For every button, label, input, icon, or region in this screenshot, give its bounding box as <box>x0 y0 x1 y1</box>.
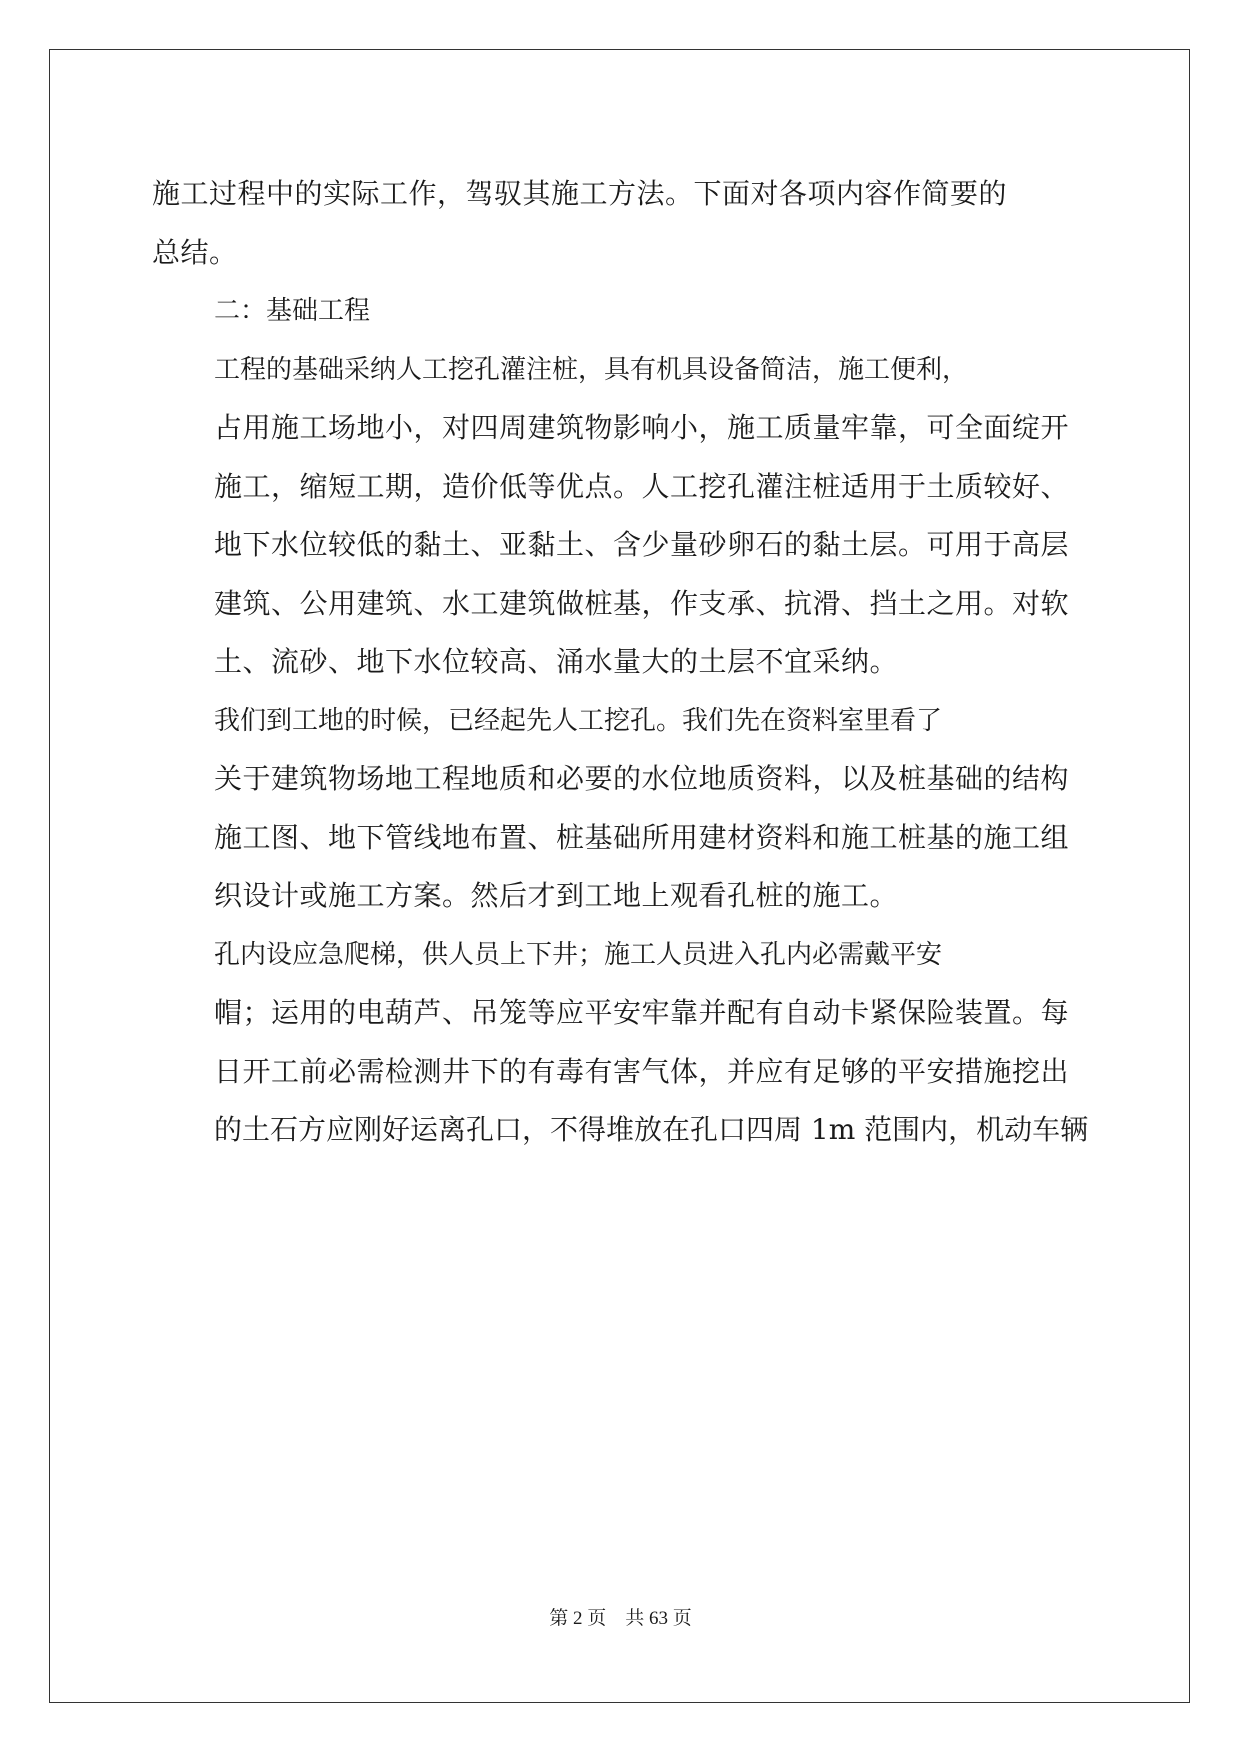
text-line: 我们到工地的时候，已经起先人工挖孔。我们先在资料室里看了 <box>214 705 943 736</box>
text-line: 帽；运用的电葫芦、吊笼等应平安牢靠并配有自动卡紧保险装置。每 <box>214 996 1070 1029</box>
text-line: 建筑、公用建筑、水工建筑做桩基，作支承、抗滑、挡土之用。对软 <box>214 586 1070 620</box>
paragraph-1 <box>152 165 1098 282</box>
text-line: 施工图、地下管线地布置、桩基础所用建材资料和施工桩基的施工组 <box>214 820 1070 854</box>
paragraph-5 <box>152 926 1098 1160</box>
section-heading <box>152 282 1098 341</box>
text-line: 地下水位较低的黏土、亚黏土、含少量砂卵石的黏土层。可用于高层 <box>214 528 1070 561</box>
text-line: 孔内设应急爬梯，供人员上下井；施工人员进入孔内必需戴平安 <box>214 939 943 970</box>
text-line: 土、流砂、地下水位较高、涌水量大的土层不宜采纳。 <box>214 645 899 678</box>
document-body <box>152 165 1098 1160</box>
text-line: 日开工前必需检测井下的有毒有害气体，并应有足够的平安措施挖出 <box>214 1054 1070 1088</box>
text-line: 总结。 <box>152 235 238 269</box>
paragraph-3 <box>152 341 1098 692</box>
text-line: 织设计或施工方案。然后才到工地上观看孔桩的施工。 <box>214 879 899 912</box>
text-line: 占用施工场地小，对四周建筑物影响小，施工质量牢靠，可全面绽开 <box>214 411 1070 444</box>
text-line: 关于建筑物场地工程地质和必要的水位地质资料，以及桩基础的结构 <box>214 762 1070 795</box>
text-line: 工程的基础采纳人工挖孔灌注桩，具有机具设备简洁，施工便利， <box>214 354 969 385</box>
paragraph-4 <box>152 692 1098 926</box>
text-line: 施工，缩短工期，造价低等优点。人工挖孔灌注桩适用于土质较好、 <box>214 469 1070 503</box>
text-line: 的土石方应刚好运离孔口，不得堆放在孔口四周 1m 范围内，机动车辆 <box>214 1113 1089 1146</box>
section-heading-text: 二：基础工程 <box>214 296 371 326</box>
page-number-footer: 第 2 页 共 63 页 <box>549 1608 692 1629</box>
text-line: 施工过程中的实际工作，驾驭其施工方法。下面对各项内容作简要的 <box>152 177 1008 210</box>
